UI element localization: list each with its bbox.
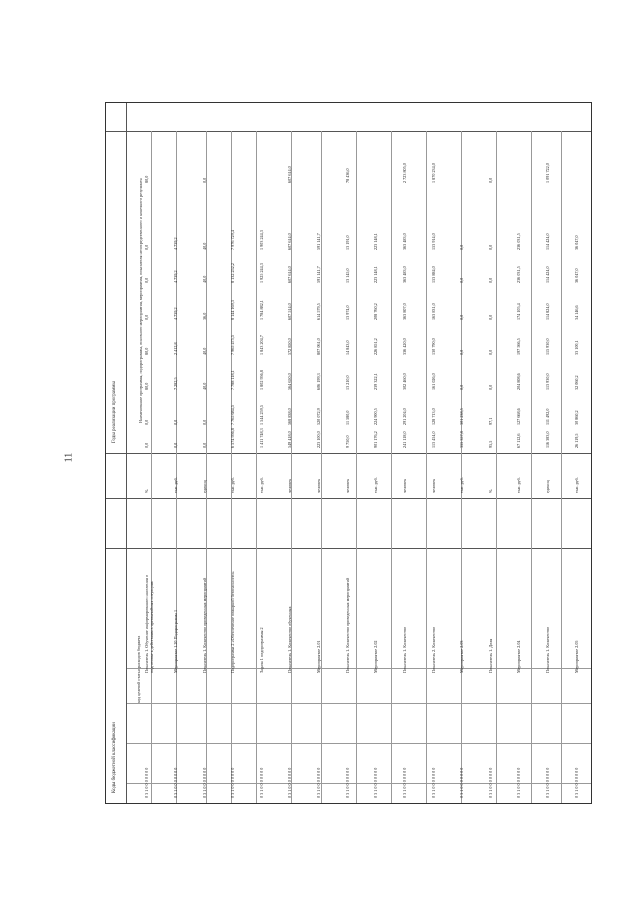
row-name: Показатель 1. Количество проведенных мероприятий [344, 577, 350, 673]
row-year-value: 13 210,0 [344, 375, 350, 390]
row-final-value: 0,0 [487, 177, 493, 183]
row-year-value: 0,0 [144, 419, 150, 425]
row-unit: тыс. руб. [516, 477, 522, 493]
row-year-value: 13 974,0 [344, 305, 350, 320]
row-name: Мероприятие 2.03 [459, 640, 465, 673]
row-year-value: 127 668,6 [516, 408, 522, 425]
row-year-value: 113 930,0 [545, 373, 551, 390]
row-name: Показатель 1. Количество [545, 626, 551, 673]
row-unit: человек [401, 479, 407, 493]
row-year-value: 0,0 [459, 244, 465, 250]
row-year-value: 0,0 [144, 314, 150, 320]
row-year-value: 301 238,5 [459, 408, 465, 425]
row-year-value: 224 900,5 [373, 408, 379, 425]
row-budget-code: 0 3 1 0 0 0 0 0 0 0 [258, 767, 264, 798]
row-year-value: 0,0 [487, 244, 493, 250]
row-year-value: 572 850,0 [287, 338, 293, 355]
row-name: Показатель 1. Количество обученных [287, 606, 293, 673]
row-year-value: 0,0 [144, 244, 150, 250]
row-base-value: 549 418,0 [287, 431, 293, 448]
row-year-value: 0,0 [487, 277, 493, 283]
row-year-value: 36 047,0 [573, 235, 579, 250]
row-budget-code: 0 3 1 0 0 0 0 0 0 0 [459, 767, 465, 798]
row-unit: % [487, 489, 493, 493]
row-budget-code: 0 3 1 0 0 0 0 0 0 0 [516, 767, 522, 798]
row-year-value: 130 790,0 [430, 338, 436, 355]
row-year-value: 607 614,0 [287, 266, 293, 283]
row-base-value: 95,5 [487, 440, 493, 448]
row-year-value: 32 060,2 [573, 375, 579, 390]
row-budget-code: 0 3 1 0 0 0 0 0 0 0 [316, 767, 322, 798]
row-year-value: 0,0 [487, 314, 493, 320]
row-base-value: 9 750,0 [344, 435, 350, 448]
row-final-value: 607 614,0 [287, 166, 293, 183]
row-unit: тыс. руб. [230, 477, 236, 493]
row-year-value: 236 031,5 [516, 266, 522, 283]
row-unit: тыс. руб. [459, 477, 465, 493]
row-name: Мероприятие 2.02 [373, 640, 379, 673]
row-budget-code: 0 3 1 0 0 0 0 0 0 0 [373, 767, 379, 798]
row-unit: % [144, 489, 150, 493]
row-year-value: 1 802 956,8 [258, 370, 264, 390]
row-year-value: 40,0 [201, 347, 207, 355]
row-year-value: 607 614,0 [287, 233, 293, 250]
row-name: Мероприятие 2.05 [573, 640, 579, 673]
row-year-value: 97,1 [487, 417, 493, 425]
row-unit: человек [316, 479, 322, 493]
row-year-value: 13 145,0 [344, 268, 350, 283]
row-year-value: 153 884,0 [430, 266, 436, 283]
row-base-value: 901 176,2 [373, 431, 379, 448]
row-year-value: 807 061,0 [316, 338, 322, 355]
row-year-value: 226 851,2 [373, 338, 379, 355]
row-year-value: 128 713,0 [430, 408, 436, 425]
row-year-value: 0,0 [172, 419, 178, 425]
row-year-value: 607 514,0 [287, 303, 293, 320]
row-year-value: 291 204,0 [401, 408, 407, 425]
row-year-value: 1 843 204,7 [258, 335, 264, 355]
row-unit: человек [287, 479, 293, 493]
row-year-value: 0,0 [459, 277, 465, 283]
row-year-value: 7 282,5 [172, 377, 178, 390]
row-year-value: 115 930,0 [545, 338, 551, 355]
row-base-value: 355 357,8 [459, 431, 465, 448]
row-unit: тыс. руб. [373, 477, 379, 493]
row-budget-code: 0 3 1 0 0 0 0 0 0 0 [487, 767, 493, 798]
row-year-value: 114 824,0 [545, 303, 551, 320]
row-year-value: 197 566,5 [516, 338, 522, 355]
row-year-value: 7 965 475,5 [230, 335, 236, 355]
row-final-value: 80,0 [144, 175, 150, 183]
row-budget-code: 0 3 1 0 0 0 0 0 0 0 [287, 767, 293, 798]
row-year-value: 4 739,2 [172, 307, 178, 320]
row-year-value: 111 492,0 [545, 408, 551, 425]
row-base-value: 223 100,0 [316, 431, 322, 448]
col-header-budget-codes: Коды бюджетной классификации [112, 722, 117, 793]
row-year-value: 36 047,0 [573, 268, 579, 283]
row-year-value: 564 650,0 [287, 373, 293, 390]
row-base-value: 67 112,6 [516, 433, 522, 448]
row-year-value: 174 105,4 [516, 303, 522, 320]
row-year-value: 0,0 [459, 349, 465, 355]
row-year-value: 591 141,7 [316, 233, 322, 250]
row-year-value: 1 784 882,1 [258, 300, 264, 320]
row-final-value: 1 870 234,0 [430, 163, 436, 183]
row-budget-code: 0 3 1 0 0 0 0 0 0 0 [172, 767, 178, 798]
row-base-value: 1 411 748,3 [258, 428, 264, 448]
row-final-value: 0,0 [201, 177, 207, 183]
row-unit: тыс. руб. [172, 477, 178, 493]
row-year-value: 1 925 244,3 [258, 263, 264, 283]
budget-table [105, 102, 592, 804]
row-year-value: 34 146,6 [573, 305, 579, 320]
row-year-value: 363 483,0 [401, 233, 407, 250]
row-year-value: 4 739,2 [172, 237, 178, 250]
row-unit: единиц [545, 480, 551, 493]
row-year-value: 161 026,0 [430, 373, 436, 390]
row-base-value: 0,0 [144, 442, 150, 448]
row-name: Подпрограмма 2 «Обеспечение пожарной безопасности» [230, 571, 236, 673]
row-name: Мероприятие 2.01 [316, 640, 322, 673]
row-year-value: 2 412,8 [172, 342, 178, 355]
row-year-value: 80,0 [144, 347, 150, 355]
row-year-value: 7 788 118,1 [230, 370, 236, 390]
row-base-value: 6 574 956,8 [230, 428, 236, 448]
row-base-value: 26 119,5 [573, 433, 579, 448]
row-year-value: 114 424,0 [545, 233, 551, 250]
row-budget-code: 0 3 1 0 0 0 0 0 0 0 [201, 767, 207, 798]
row-name: Задача 1 подпрограммы 2 [258, 627, 264, 673]
row-year-value: 0,0 [487, 349, 493, 355]
row-year-value: 4 739,2 [172, 270, 178, 283]
row-year-value: 223 148,1 [373, 266, 379, 283]
row-name: Мероприятие 2.04 [516, 640, 522, 673]
row-base-value: 116 383,0 [545, 431, 551, 448]
row-base-value: 241 118,0 [401, 431, 407, 448]
row-unit: человек [344, 479, 350, 493]
row-year-value: 0,0 [459, 384, 465, 390]
page-number: 11 [63, 452, 75, 463]
row-year-value: 606 199,3 [316, 373, 322, 390]
row-name: Показатель 1. Количество проведенных мероприятий [201, 577, 207, 673]
row-final-value: 2 723 805,0 [401, 163, 407, 183]
row-year-value: 8 144 169,3 [230, 300, 236, 320]
row-name: Показатель 1. Количество [401, 626, 407, 673]
row-year-value: 591 141,7 [316, 266, 322, 283]
row-year-value: 153 914,0 [430, 233, 436, 250]
row-base-value: 113 454,0 [430, 431, 436, 448]
row-year-value: 36,0 [201, 312, 207, 320]
row-year-value: 80,0 [144, 382, 150, 390]
row-year-value: 208 760,2 [373, 303, 379, 320]
row-year-value: 13 191,0 [344, 235, 350, 250]
row-base-value: 0,0 [201, 442, 207, 448]
row-year-value: 568 838,0 [287, 408, 293, 425]
row-year-value: 223 148,1 [373, 233, 379, 250]
row-budget-code: 0 3 1 0 0 0 0 0 0 0 [144, 767, 150, 798]
row-name: Показатель 1. Доля [487, 638, 493, 673]
row-year-value: 204 808,6 [516, 373, 522, 390]
row-name: Показатель 2. Количество [430, 626, 436, 673]
row-year-value: 40,0 [201, 382, 207, 390]
row-year-value: 40,0 [201, 275, 207, 283]
row-final-value: 78 436,0 [344, 168, 350, 183]
row-base-value: 0,0 [172, 442, 178, 448]
row-year-value: 114 424,0 [545, 266, 551, 283]
row-year-value: 1 544 259,5 [258, 405, 264, 425]
row-budget-code: 0 3 1 0 0 0 0 0 0 0 [401, 767, 407, 798]
row-unit: человек [430, 479, 436, 493]
row-year-value: 11 580,0 [344, 410, 350, 425]
row-budget-code: 0 3 1 0 0 0 0 0 0 0 [573, 767, 579, 798]
row-year-value: 302 460,0 [401, 373, 407, 390]
row-year-value: 30 860,2 [573, 410, 579, 425]
row-year-value: 520 072,9 [316, 408, 322, 425]
row-year-value: 336 420,0 [401, 338, 407, 355]
row-budget-code: 0 3 1 0 0 0 0 0 0 0 [545, 767, 551, 798]
row-budget-code: 0 3 1 0 0 0 0 0 0 0 [230, 767, 236, 798]
row-year-value: 0,0 [144, 277, 150, 283]
row-year-value: 7 976 729,4 [230, 230, 236, 250]
row-year-value: 614 579,5 [316, 303, 322, 320]
row-year-value: 40,0 [201, 242, 207, 250]
row-year-value: 163 831,0 [430, 303, 436, 320]
row-unit: единиц [201, 480, 207, 493]
row-year-value: 8 132 252,2 [230, 263, 236, 283]
row-year-value: 14 843,0 [344, 340, 350, 355]
row-year-value: 0,0 [487, 384, 493, 390]
row-year-value: 363 483,0 [401, 266, 407, 283]
row-year-value: 1 903 244,3 [258, 230, 264, 250]
row-year-value: 7 765 684,5 [230, 405, 236, 425]
row-unit: тыс. руб. [573, 477, 579, 493]
row-name: Показатель 1. Обучение информированию населения о подготовке к действиям в чрезвычайных ситуациях [144, 575, 155, 673]
row-name: Мероприятие 1.20 Подпрограмма 1 [172, 609, 178, 673]
row-final-value: 1 091 722,0 [545, 163, 551, 183]
col-header-program-code: код целевой статьи расходов бюджета [136, 635, 141, 703]
col-header-years-group: Годы реализации программы [112, 381, 117, 443]
row-year-value: 236 031,5 [516, 233, 522, 250]
row-year-value: 0,0 [459, 314, 465, 320]
row-budget-code: 0 3 1 0 0 0 0 0 0 0 [344, 767, 350, 798]
row-year-value: 363 807,0 [401, 303, 407, 320]
row-year-value: 33 100,1 [573, 340, 579, 355]
row-unit: тыс. руб. [258, 477, 264, 493]
row-year-value: 239 322,1 [373, 373, 379, 390]
row-year-value: 0,0 [201, 419, 207, 425]
col-header-measures: Наименование программы, подпрограммы, основного мероприятия, мероприятия, показателя непосредственного и конечного результата [138, 178, 143, 423]
row-budget-code: 0 3 1 0 0 0 0 0 0 0 [430, 767, 436, 798]
